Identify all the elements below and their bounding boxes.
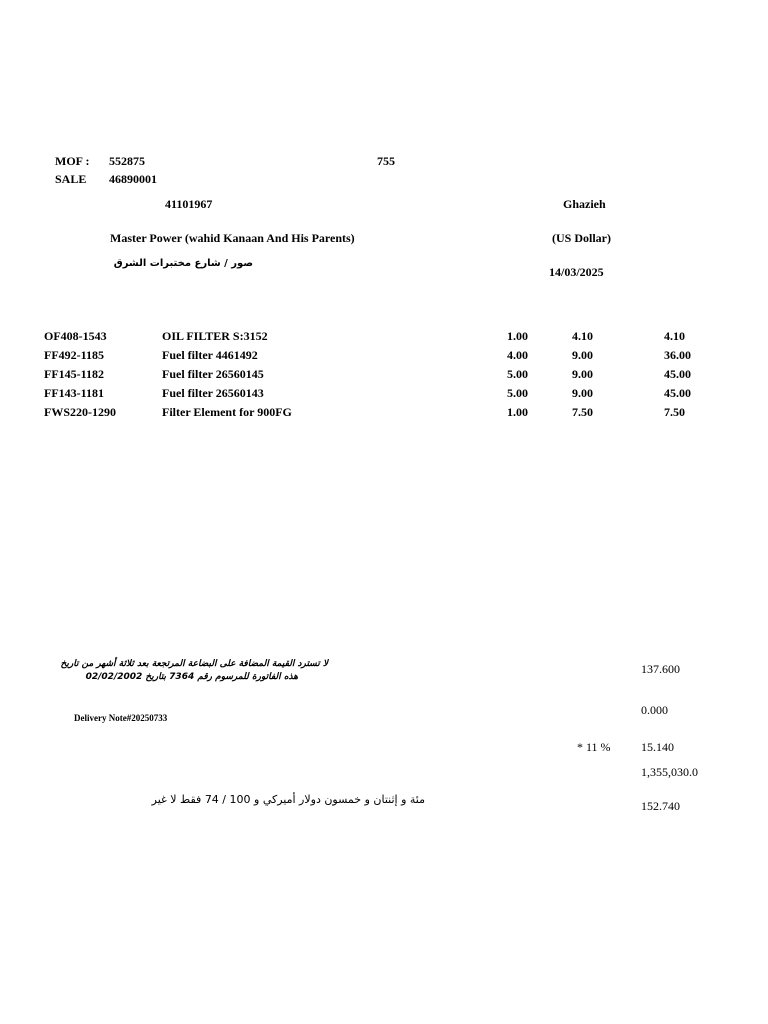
item-total: 36.00 <box>664 348 691 362</box>
item-quantity: 1.00 <box>507 405 528 419</box>
item-description: Fuel filter 26560145 <box>162 367 264 381</box>
item-quantity: 5.00 <box>507 386 528 400</box>
item-code: FF143-1181 <box>44 386 104 400</box>
item-total: 7.50 <box>664 405 685 419</box>
item-total: 45.00 <box>664 367 691 381</box>
delivery-note: Delivery Note#20250733 <box>74 713 168 723</box>
customer-address: صور / شارع مختبرات الشرق <box>113 258 253 269</box>
table-row <box>0 387 768 403</box>
grand-total: 152.740 <box>641 799 680 813</box>
sale-number: 46890001 <box>109 172 157 186</box>
item-quantity: 4.00 <box>507 348 528 362</box>
item-unit-price: 7.50 <box>572 405 593 419</box>
vat-rate: * 11 % <box>577 740 611 754</box>
item-code: OF408-1543 <box>44 329 107 343</box>
item-description: Fuel filter 26560143 <box>162 386 264 400</box>
item-description: Fuel filter 4461492 <box>162 348 258 362</box>
item-unit-price: 9.00 <box>572 367 593 381</box>
vat-refund-notice-line2: هذه الفاتورة للمرسوم رقم 7364 بتاريخ 02/02/2002 <box>85 672 298 682</box>
currency: (US Dollar) <box>552 231 611 245</box>
vat-refund-notice-line1: لا تسترد القيمة المضافة على البضاعة المرتجعة بعد ثلاثة أشهر من تاريخ <box>60 659 328 669</box>
item-description: Filter Element for 900FG <box>162 405 292 419</box>
item-unit-price: 9.00 <box>572 348 593 362</box>
sale-label: SALE <box>55 172 87 186</box>
customer-name: Master Power (wahid Kanaan And His Parents) <box>110 231 355 245</box>
table-row <box>0 406 768 422</box>
amount-in-words: مئة و إثنتان و خمسون دولار أميركي و 100 / 74 فقط لا غير <box>151 793 425 806</box>
item-code: FWS220-1290 <box>44 405 116 419</box>
item-total: 45.00 <box>664 386 691 400</box>
vat-amount: 15.140 <box>641 740 674 754</box>
table-row <box>0 368 768 384</box>
item-quantity: 5.00 <box>507 367 528 381</box>
item-quantity: 1.00 <box>507 329 528 343</box>
mof-number: 552875 <box>109 154 145 168</box>
item-total: 4.10 <box>664 329 685 343</box>
discount-amount: 0.000 <box>641 703 668 717</box>
mof-label: MOF : <box>55 154 90 168</box>
subtotal-amount: 137.600 <box>641 662 680 676</box>
item-unit-price: 9.00 <box>572 386 593 400</box>
item-description: OIL FILTER S:3152 <box>162 329 268 343</box>
item-unit-price: 4.10 <box>572 329 593 343</box>
table-row <box>0 349 768 365</box>
item-code: FF145-1182 <box>44 367 104 381</box>
mof-extra-number: 755 <box>377 154 395 168</box>
vat-amount-lbp: 1,355,030.0 <box>641 765 698 779</box>
invoice-date: 14/03/2025 <box>549 265 604 279</box>
table-row <box>0 330 768 346</box>
customer-number: 41101967 <box>165 197 213 211</box>
item-code: FF492-1185 <box>44 348 104 362</box>
location: Ghazieh <box>563 197 606 211</box>
